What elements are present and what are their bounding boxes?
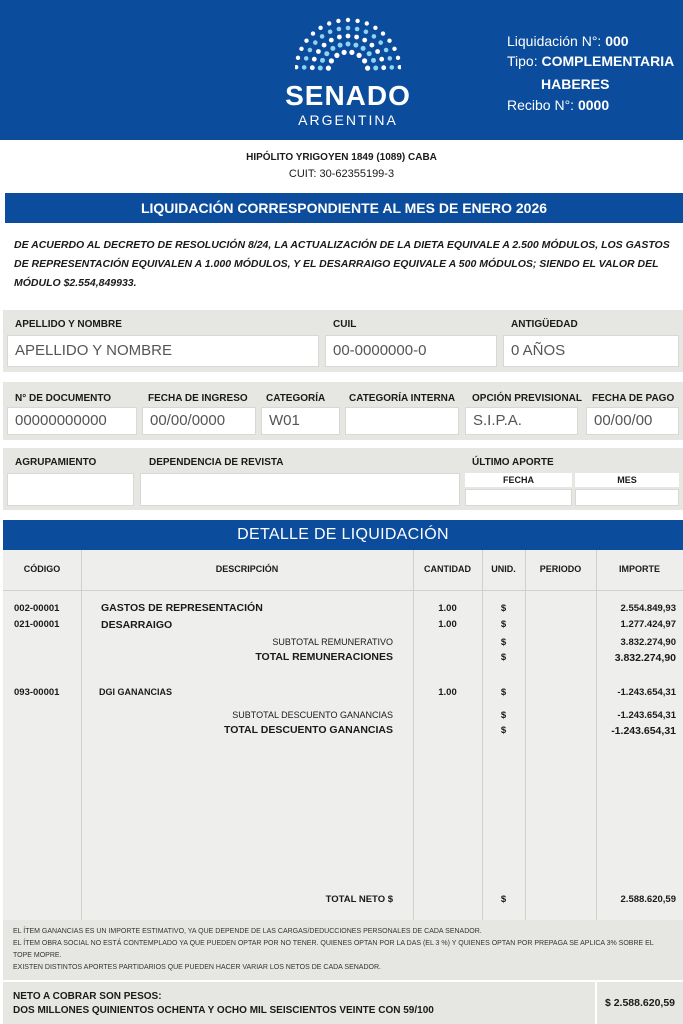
logo-title: SENADO (285, 80, 411, 111)
dome-dot (370, 43, 375, 48)
dome-dot (336, 19, 340, 23)
dome-dot (388, 56, 393, 61)
liquidacion-tipo-2: HABERES (541, 76, 610, 92)
net-words: DOS MILLONES QUINIENTOS OCHENTA Y OCHO MIL SEISCIENTOS VEINTE CON 59/100 (13, 1005, 434, 1016)
documento-field: 00000000000 (7, 407, 137, 435)
aporte-fecha-header (465, 473, 572, 487)
dome-dot (392, 47, 396, 51)
decree-text: DE ACUERDO AL DECRETO DE RESOLUCIÓN 8/24, LA ACTUALIZACIÓN DE LA DIETA EQUIVALE A 2.500 MÓDULOS, LOS GASTOS DE REPRESENTACIÓN EQUIVALEN A 1.000 MÓDULOS, Y EL DESARRAIGO EQUIVALE A 500 MÓDULOS; SIENDO EL VALOR DEL MÓDULO $2.554,849933. (14, 239, 670, 289)
dome-dot (353, 43, 358, 48)
recibo-number: Recibo N°: 0000 (507, 97, 610, 113)
dome-dot (375, 49, 380, 54)
detail-title: DETALLE DE LIQUIDACIÓN (3, 520, 683, 550)
dome-dot (329, 58, 334, 63)
dome-dot (346, 18, 350, 22)
dome-dot (346, 42, 351, 47)
prevision-label: OPCIÓN PREVISIONAL (472, 393, 583, 404)
dome-dot (387, 39, 391, 43)
row-importe: -1.243.654,31 (611, 725, 676, 737)
dome-dot (320, 58, 325, 63)
ingreso-field: 00/00/0000 (142, 407, 256, 435)
address: HIPÓLITO YRIGOYEN 1849 (1089) CABA (246, 152, 437, 163)
dome-dot (342, 50, 347, 55)
dependencia-field (140, 473, 460, 506)
dome-dot (373, 26, 377, 30)
total-neto-label: TOTAL NETO $ (325, 894, 393, 905)
net-payable (3, 982, 595, 1024)
dome-dot (346, 26, 351, 31)
dome-dot (355, 27, 360, 32)
agrupamiento-label: AGRUPAMIENTO (15, 457, 97, 468)
row-importe: 3.832.274,90 (620, 637, 676, 648)
dome-dot (373, 66, 378, 71)
dome-dot (337, 27, 342, 32)
row-unid: $ (500, 725, 507, 736)
antiguedad-field: 0 AÑOS (503, 335, 679, 367)
employment-panel (3, 382, 683, 440)
total-neto-unid: $ (500, 894, 507, 905)
row-descripcion: DESARRAIGO (101, 619, 173, 631)
dome-dot (398, 65, 401, 69)
dome-dot (365, 21, 369, 25)
dome-dot (379, 57, 384, 62)
personal-panel (3, 310, 683, 372)
pago-label: FECHA DE PAGO (592, 393, 675, 404)
agrupamiento-field (7, 473, 134, 506)
row-descripcion: SUBTOTAL DESCUENTO GANANCIAS (232, 710, 393, 720)
dome-dot (329, 38, 334, 43)
row-codigo: 021-00001 (14, 619, 60, 630)
dome-dot (364, 30, 369, 35)
row-descripcion: SUBTOTAL REMUNERATIVO (272, 637, 393, 647)
note-item: EL ÍTEM OBRA SOCIAL NO ESTÁ CONTEMPLADO YA QUE PUEDEN OPTAR POR NO TENER. QUIENES OPTAN POR LA DAS (EL 3 %) Y QUIENES OPTAN POR PREPAGA SE APLICA 3% SOBRE EL TOPE MOPRE. (13, 940, 654, 959)
liquidacion-tipo: Tipo: COMPLEMENTARIA (507, 53, 675, 69)
dome-dot (365, 66, 370, 71)
dome-dot (396, 56, 400, 60)
cuil-field: 00-0000000-0 (325, 335, 497, 367)
dome-dot (337, 35, 342, 40)
dome-dot (322, 43, 327, 48)
row-descripcion: DGI GANANCIAS (99, 687, 173, 697)
net-amount: $ 2.588.620,59 (597, 982, 683, 1024)
dome-dot (367, 51, 372, 56)
documento-label: N° DE DOCUMENTO (15, 393, 112, 404)
categoria-field: W01 (261, 407, 340, 435)
th-cantidad: CANTIDAD (424, 564, 471, 574)
cat-interna-label: CATEGORÍA INTERNA (349, 393, 456, 404)
dome-dot (330, 46, 335, 51)
th-importe: IMPORTE (618, 564, 660, 574)
dome-dot (318, 26, 322, 30)
row-importe: -1.243.654,31 (617, 687, 676, 698)
cuit: CUIT: 30-62355199-3 (288, 168, 395, 180)
row-codigo: 002-00001 (14, 603, 60, 614)
dome-dot (362, 38, 367, 43)
nombre-label: APELLIDO Y NOMBRE (15, 319, 122, 330)
prevision-field: S.I.P.A. (465, 407, 578, 435)
col-divider (525, 550, 526, 920)
dome-dot (390, 65, 395, 70)
dome-dot (316, 49, 321, 54)
dome-dot (372, 34, 377, 39)
senado-dome-icon (295, 14, 401, 76)
dome-dot (327, 21, 331, 25)
cat-interna-field (345, 407, 459, 435)
dome-dot (326, 66, 331, 71)
dome-dot (311, 31, 315, 35)
dome-dot (355, 19, 359, 23)
dome-dot (320, 34, 325, 39)
dome-dot (354, 35, 359, 40)
dome-dot (304, 56, 309, 61)
dome-dot (302, 65, 307, 70)
nombre-field: APELLIDO Y NOMBRE (7, 335, 319, 367)
mes-label: MES (617, 475, 637, 485)
header-divider (3, 590, 683, 591)
dome-dot (328, 30, 333, 35)
row-unid: $ (500, 687, 507, 698)
row-cantidad: 1.00 (438, 687, 457, 698)
notes (3, 920, 683, 980)
note-item: EXISTEN DISTINTOS APORTES PARTIDARIOS QUE PUEDEN HACER VARIAR LOS NETOS DE CADA SENADOR. (13, 964, 381, 971)
detail-table (3, 550, 683, 920)
dome-dot (378, 40, 383, 45)
dome-dot (313, 40, 318, 45)
dome-dot (346, 34, 351, 39)
total-neto-value: 2.588.620,59 (620, 894, 676, 905)
categoria-label: CATEGORÍA (266, 393, 326, 404)
th-codigo: CÓDIGO (23, 564, 61, 574)
th-periodo: PERIODO (539, 564, 582, 574)
aporte-mes-header (575, 473, 679, 487)
row-cantidad: 1.00 (438, 603, 457, 614)
dome-dot (312, 57, 317, 62)
dome-dot (310, 65, 315, 70)
dome-dot (338, 43, 343, 48)
row-unid: $ (500, 603, 507, 614)
row-codigo: 093-00001 (14, 687, 60, 698)
note-item: EL ÍTEM GANANCIAS ES UN IMPORTE ESTIMATIVO, YA QUE DEPENDE DE LAS CARGAS/DEDUCCIONES PERSONALES DE CADA SENADOR. (13, 928, 482, 935)
dome-dot (362, 58, 367, 63)
dome-dot (384, 48, 389, 53)
dome-dot (324, 51, 329, 56)
revista-panel (3, 448, 683, 510)
row-importe: 3.832.274,90 (614, 652, 676, 664)
dependencia-label: DEPENDENCIA DE REVISTA (149, 457, 284, 468)
aporte-fecha-field (465, 489, 572, 506)
dome-dot (318, 66, 323, 71)
th-descripcion: DESCRIPCIÓN (215, 564, 279, 574)
ingreso-label: FECHA DE INGRESO (148, 393, 248, 404)
antiguedad-label: ANTIGÜEDAD (511, 319, 578, 330)
row-descripcion: GASTOS DE REPRESENTACIÓN (101, 602, 263, 614)
row-descripcion: TOTAL DESCUENTO GANANCIAS (224, 724, 393, 736)
dome-dot (381, 31, 385, 35)
logo-subtitle: ARGENTINA (298, 112, 398, 128)
dome-dot (296, 56, 300, 60)
th-unid: UNID. (491, 564, 516, 574)
senado-logo (278, 14, 418, 128)
aporte-label: ÚLTIMO APORTE (472, 457, 554, 468)
row-importe: 1.277.424,97 (620, 619, 676, 630)
fecha-label: FECHA (503, 475, 534, 485)
cuil-label: CUIL (333, 319, 357, 330)
row-unid: $ (500, 652, 507, 663)
row-unid: $ (500, 619, 507, 630)
row-descripcion: TOTAL REMUNERACIONES (255, 651, 393, 663)
dome-dot (381, 65, 386, 70)
dome-dot (349, 50, 354, 55)
row-importe: 2.554.849,93 (620, 603, 676, 614)
dome-dot (371, 58, 376, 63)
dome-dot (361, 46, 366, 51)
pago-field: 00/00/00 (586, 407, 679, 435)
header (0, 0, 683, 140)
dome-dot (308, 48, 313, 53)
dome-dot (299, 47, 303, 51)
dome-dot (304, 39, 308, 43)
row-importe: -1.243.654,31 (617, 710, 676, 721)
liquidacion-number: Liquidación N°: 000 (507, 33, 629, 49)
row-unid: $ (500, 637, 507, 648)
dome-dot (334, 53, 339, 58)
row-cantidad: 1.00 (438, 619, 457, 630)
net-label: NETO A COBRAR SON PESOS: (13, 991, 162, 1002)
dome-dot (357, 53, 362, 58)
period-banner: LIQUIDACIÓN CORRESPONDIENTE AL MES DE ENERO 2026 (5, 193, 683, 223)
row-unid: $ (500, 710, 507, 721)
dome-dot (295, 65, 298, 69)
aporte-mes-field (575, 489, 679, 506)
